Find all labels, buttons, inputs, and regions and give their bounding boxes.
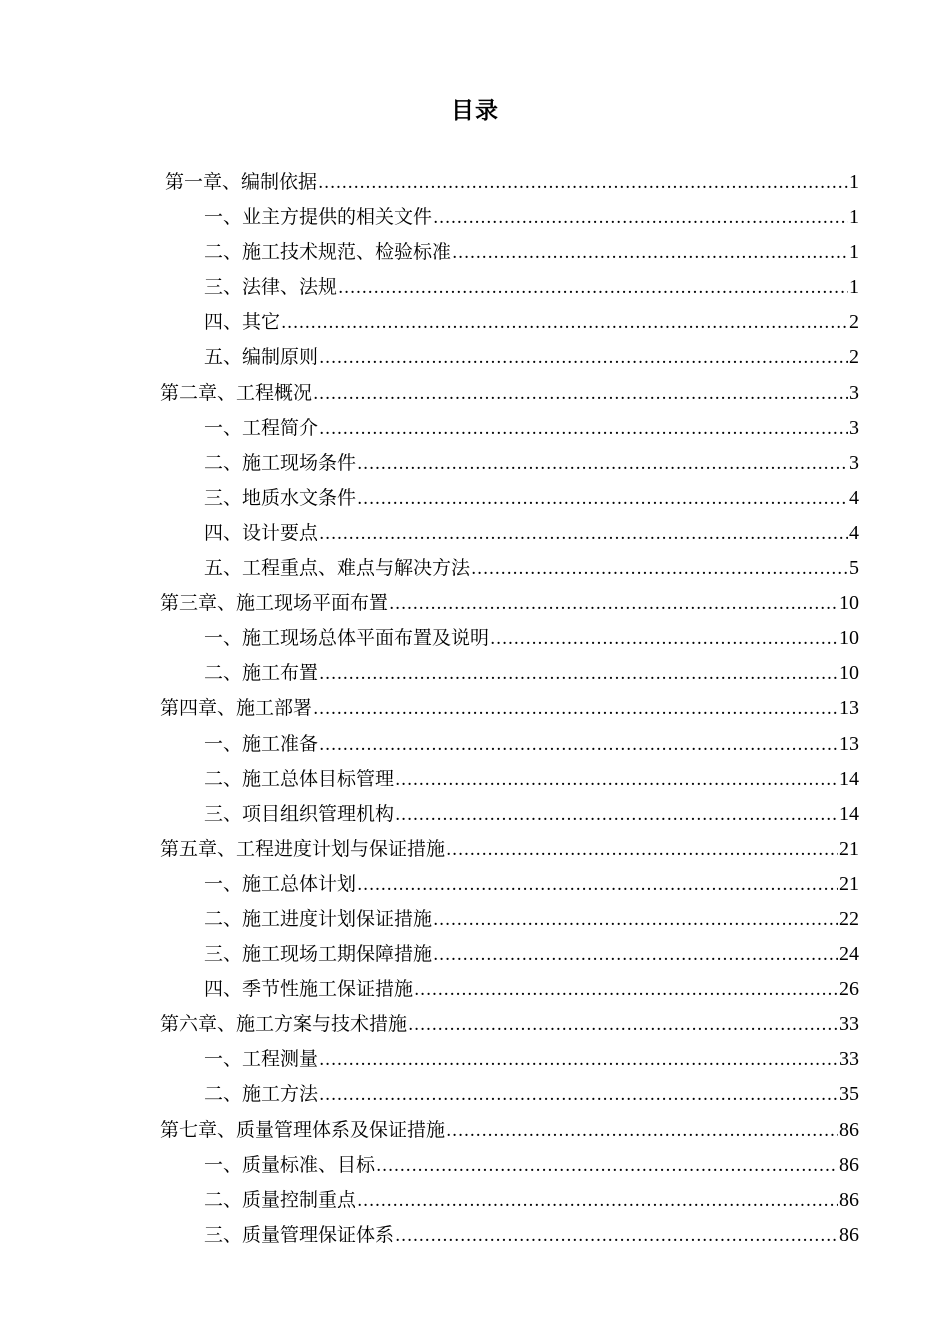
toc-entry-label: 一、工程测量 (204, 1048, 319, 1071)
toc-chapter-entry[interactable] (160, 586, 859, 621)
toc-section-entry[interactable] (160, 446, 859, 481)
toc-entry-label: 二、施工技术规范、检验标准 (204, 241, 452, 264)
toc-section-entry[interactable] (160, 516, 859, 551)
toc-page-number: 2 (849, 311, 859, 334)
dot-leader (319, 728, 838, 763)
toc-page-number: 10 (839, 662, 859, 685)
table-of-contents (160, 165, 859, 1253)
toc-section-entry[interactable] (160, 1183, 859, 1218)
toc-entry-label: 第一章、编制依据 (165, 171, 318, 193)
dot-leader (319, 517, 848, 552)
toc-section-entry[interactable] (160, 1218, 859, 1253)
toc-page-number: 26 (839, 978, 859, 1001)
toc-section-entry[interactable] (160, 551, 859, 586)
toc-entry-label: 一、施工总体计划 (204, 872, 357, 895)
dot-leader (357, 868, 838, 903)
toc-section-entry[interactable] (160, 411, 859, 446)
toc-entry-label: 三、地质水文条件 (204, 486, 357, 509)
dot-leader (446, 833, 838, 868)
dot-leader (389, 587, 838, 622)
toc-entry-label: 第三章、施工现场平面布置 (160, 592, 389, 615)
dot-leader (414, 973, 838, 1008)
toc-page-number: 86 (839, 1223, 859, 1246)
toc-entry-label: 三、项目组织管理机构 (204, 802, 395, 825)
toc-section-entry[interactable] (160, 270, 859, 305)
toc-entry-label: 一、业主方提供的相关文件 (204, 206, 433, 229)
toc-page-number: 35 (839, 1083, 859, 1106)
toc-entry-label: 二、施工进度计划保证措施 (204, 907, 433, 930)
dot-leader (408, 1008, 838, 1043)
toc-page-number: 22 (839, 907, 859, 930)
dot-leader (319, 1043, 838, 1078)
toc-page-number: 14 (839, 767, 859, 790)
toc-page-number: 13 (839, 697, 859, 720)
toc-entry-label: 第六章、施工方案与技术措施 (160, 1013, 408, 1036)
toc-page-number: 86 (839, 1153, 859, 1176)
toc-page-number: 1 (849, 171, 859, 193)
toc-page-number: 13 (839, 732, 859, 755)
dot-leader (319, 1078, 838, 1113)
toc-section-entry[interactable] (160, 727, 859, 762)
toc-section-entry[interactable] (160, 762, 859, 797)
toc-page-number: 14 (839, 802, 859, 825)
dot-leader (471, 552, 848, 587)
toc-page-number: 3 (849, 416, 859, 439)
toc-entry-label: 一、质量标准、目标 (204, 1153, 376, 1176)
toc-page-number: 1 (849, 206, 859, 229)
toc-section-entry[interactable] (160, 621, 859, 656)
toc-section-entry[interactable] (160, 305, 859, 340)
toc-section-entry[interactable] (160, 937, 859, 972)
dot-leader (338, 271, 848, 306)
toc-page-number: 4 (849, 486, 859, 509)
toc-page-number: 33 (839, 1048, 859, 1071)
toc-section-entry[interactable] (160, 340, 859, 375)
toc-section-entry[interactable] (160, 867, 859, 902)
toc-section-entry[interactable] (160, 1042, 859, 1077)
toc-chapter-entry[interactable] (160, 376, 859, 411)
toc-section-entry[interactable] (160, 1148, 859, 1183)
toc-entry-label: 二、施工方法 (204, 1083, 319, 1106)
dot-leader (446, 1114, 838, 1149)
toc-entry-label: 第七章、质量管理体系及保证措施 (160, 1118, 446, 1141)
dot-leader (318, 166, 848, 201)
toc-entry-label: 一、施工现场总体平面布置及说明 (204, 627, 490, 650)
dot-leader (357, 1184, 838, 1219)
dot-leader (433, 938, 838, 973)
toc-section-entry[interactable] (160, 200, 859, 235)
toc-page-number: 86 (839, 1118, 859, 1141)
toc-entry-label: 四、其它 (204, 311, 281, 334)
toc-page-number: 21 (839, 837, 859, 860)
toc-entry-label: 二、施工布置 (204, 662, 319, 685)
toc-page-number: 24 (839, 943, 859, 966)
toc-chapter-entry[interactable] (160, 1113, 859, 1148)
toc-page-number: 86 (839, 1188, 859, 1211)
dot-leader (313, 377, 848, 412)
toc-entry-label: 五、工程重点、难点与解决方法 (204, 557, 471, 580)
dot-leader (395, 1219, 838, 1254)
toc-section-entry[interactable] (160, 972, 859, 1007)
toc-page-number: 3 (849, 451, 859, 474)
toc-entry-label: 二、施工总体目标管理 (204, 767, 395, 790)
toc-section-entry[interactable] (160, 797, 859, 832)
toc-entry-label: 三、法律、法规 (204, 276, 338, 299)
dot-leader (395, 763, 838, 798)
toc-page-number: 10 (839, 592, 859, 615)
toc-entry-label: 三、施工现场工期保障措施 (204, 943, 433, 966)
toc-page-number: 5 (849, 557, 859, 580)
toc-chapter-entry[interactable] (160, 165, 859, 200)
dot-leader (357, 447, 848, 482)
dot-leader (433, 201, 848, 236)
toc-entry-label: 一、工程简介 (204, 416, 319, 439)
toc-page-number: 10 (839, 627, 859, 650)
dot-leader (281, 306, 848, 341)
toc-entry-label: 第二章、工程概况 (160, 381, 313, 404)
toc-entry-label: 一、施工准备 (204, 732, 319, 755)
dot-leader (357, 482, 848, 517)
toc-chapter-entry[interactable] (160, 1007, 859, 1042)
toc-page-number: 1 (849, 241, 859, 264)
toc-page-number: 1 (849, 276, 859, 299)
dot-leader (395, 798, 838, 833)
toc-page-number: 2 (849, 346, 859, 369)
dot-leader (433, 903, 838, 938)
dot-leader (490, 622, 838, 657)
toc-section-entry[interactable] (160, 235, 859, 270)
dot-leader (376, 1149, 838, 1184)
toc-page-number: 4 (849, 521, 859, 544)
toc-section-entry[interactable] (160, 656, 859, 691)
toc-entry-label: 第四章、施工部署 (160, 697, 313, 720)
toc-entry-label: 第五章、工程进度计划与保证措施 (160, 837, 446, 860)
dot-leader (452, 236, 848, 271)
toc-title: 目录 (451, 98, 499, 124)
toc-entry-label: 四、设计要点 (204, 521, 319, 544)
toc-page-number: 3 (849, 381, 859, 404)
toc-entry-label: 二、施工现场条件 (204, 451, 357, 474)
toc-entry-label: 二、质量控制重点 (204, 1188, 357, 1211)
toc-entry-label: 五、编制原则 (204, 346, 319, 369)
toc-section-entry[interactable] (160, 1077, 859, 1112)
toc-section-entry[interactable] (160, 902, 859, 937)
dot-leader (319, 341, 848, 376)
dot-leader (313, 692, 838, 727)
toc-page-number: 21 (839, 872, 859, 895)
toc-entry-label: 三、质量管理保证体系 (204, 1223, 395, 1246)
toc-entry-label: 四、季节性施工保证措施 (204, 978, 414, 1001)
toc-section-entry[interactable] (160, 481, 859, 516)
dot-leader (319, 657, 838, 692)
toc-chapter-entry[interactable] (160, 691, 859, 726)
dot-leader (319, 412, 848, 447)
toc-chapter-entry[interactable] (160, 832, 859, 867)
toc-page-number: 33 (839, 1013, 859, 1036)
